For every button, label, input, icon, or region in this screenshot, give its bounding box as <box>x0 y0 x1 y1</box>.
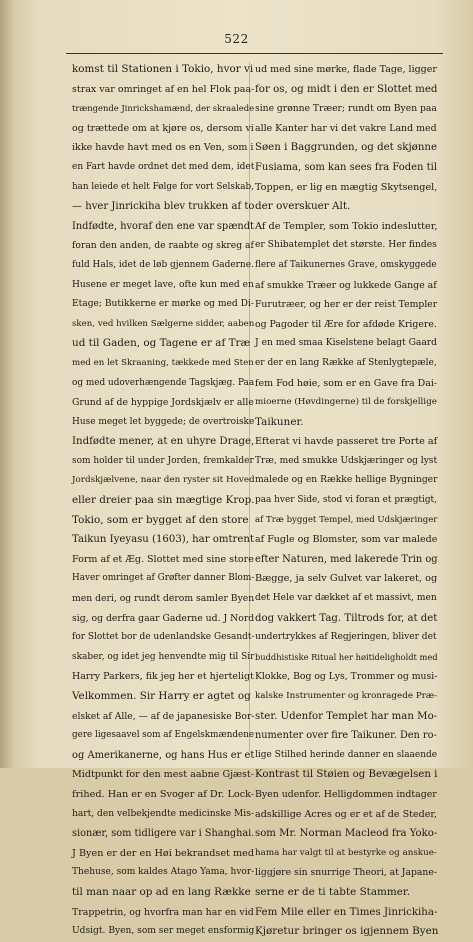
text-line: adskillige Acres og er et af de Steder, <box>255 808 437 820</box>
text-line: eller dreier paa sin mægtige Krop. <box>72 494 255 507</box>
text-line: Grund af de hyppige Jordskjælv er alle <box>72 397 254 409</box>
text-line: Huse meget let byggede; de overtroiske <box>72 416 255 427</box>
text-line: sionær, som tidligere var i Shanghai. <box>72 828 255 840</box>
text-line: Kontrast til Støien og Bevægelsen i <box>255 769 438 781</box>
text-line: efter Naturen, med lakerede Trin og <box>255 553 438 565</box>
text-line: skaber, og idet jeg henvendte mig til Sir <box>72 651 255 662</box>
text-line: Taikun Iyeyasu (1603), har omtrent <box>72 534 254 546</box>
text-line: undertrykkes af Regjeringen, bliver det <box>255 632 437 643</box>
text-line: det Hele var dækket af et massivt, men <box>255 593 437 604</box>
text-line: Midtpunkt for den mest aabne Gjæst- <box>72 769 254 781</box>
text-line: og Amerikanerne, og hans Hus er et <box>72 749 255 761</box>
text-line: hama har valgt til at bestyrke og anskue- <box>255 847 437 858</box>
text-line: Toppen, er lig en mægtig Skytsengel, <box>255 181 438 193</box>
text-line: kalske Instrumenter og kronragede Præ- <box>255 691 438 701</box>
text-line: ud til Gaden, og Tagene er af Træ <box>72 337 251 350</box>
text-line: der overskuer Alt. <box>255 200 351 213</box>
text-line: og trættede om at kjøre os, dersom vi <box>72 122 254 134</box>
page-number: 522 <box>224 32 249 46</box>
text-line: foran den anden, de raabte og skreg af <box>72 240 254 252</box>
text-line: Byen udenfor. Helligdommen indtager <box>255 788 437 800</box>
text-line: frihed. Han er en Svoger af Dr. Lock- <box>72 788 255 800</box>
text-line: Klokke, Bog og Lys, Trommer og musi- <box>255 671 438 683</box>
text-line: som holder til under Jorden, fremkalder <box>72 455 254 466</box>
text-line: Fusiama, som kan sees fra Foden til <box>255 161 438 173</box>
text-line: paa hver Side, stod vi foran et prægtigt, <box>255 495 437 506</box>
text-line: malede og en Række hellige Bygninger <box>255 475 438 486</box>
text-line: buddhistiske Ritual her høitideligholdt med <box>255 651 438 662</box>
text-line: Form af et Æg. Slottet med sine store <box>72 553 254 565</box>
text-line: af Fugle og Blomster, som var malede <box>255 534 438 546</box>
text-line: Tokio, som er bygget af den store <box>72 513 249 526</box>
text-line: han leiede et helt Følge for vort Selskab, <box>72 181 254 192</box>
text-line: Indfødte mener, at en uhyre Drage, <box>72 436 255 448</box>
text-line: Furutræer, og her er der reist Templer <box>255 299 438 311</box>
text-line: for os, og midt i den er Slottet med <box>255 82 438 95</box>
text-line: J Byen er der en Høi bekrandset med <box>72 847 255 859</box>
text-line: alle Kanter har vi det vakre Land med <box>255 122 437 134</box>
text-line: Thehuse, som kaldes Atago Yama, hvor- <box>72 867 255 878</box>
text-line: en Fart havde ordnet det med dem, idet <box>72 161 255 172</box>
text-line: Træ, med smukke Udskjæringer og lyst <box>255 455 438 466</box>
text-line: J en med smaa Kiselstene belagt Gaard <box>255 338 438 349</box>
text-line: er der en lang Række af Stenlygtepæle, <box>255 357 437 368</box>
header-rule <box>66 53 443 54</box>
left-column <box>72 60 256 942</box>
text-line: Udsigt. Byen, som ser meget ensformig <box>72 926 255 937</box>
text-line: Indfødte, hvoraf den ene var spændt <box>72 220 254 232</box>
text-line: Efterat vi havde passeret tre Porte af <box>255 436 438 448</box>
page-binding-shadow <box>0 0 14 768</box>
text-line: fem Fod høie, som er en Gave fra Dai- <box>255 377 438 389</box>
text-line: hart, den velbekjendte medicinske Mis- <box>72 808 254 819</box>
text-line: flere af Taikunernes Grave, omskyggede <box>255 259 437 270</box>
text-line: Af de Templer, som Tokio indeslutter, <box>255 220 438 232</box>
text-line: liggjøre sin snurrige Theori, at Japane- <box>255 867 437 879</box>
text-line: serne er de ti tabte Stammer. <box>255 885 411 898</box>
text-line: ud med sine mørke, flade Tage, ligger <box>255 64 437 75</box>
text-line: Velkommen. Sir Harry er agtet og <box>72 690 251 702</box>
text-line: af Træ bygget Tempel, med Udskjæringer <box>255 514 438 525</box>
text-line: komst til Stationen i Tokio, hvor vi <box>72 63 254 75</box>
text-line: til man naar op ad en lang Række <box>72 885 251 898</box>
text-line: ikke havde havt med os en Ven, som i <box>72 142 254 154</box>
text-line: Trappetrin, og hvorfra man har en vid <box>72 906 254 918</box>
text-line: — hver Jinrickiha blev trukken af to <box>72 201 255 213</box>
text-line: Kjøretur bringer os igjennem Byen <box>255 925 439 938</box>
right-column <box>255 60 439 942</box>
text-line: men deri, og rundt derom samler Byen <box>72 593 255 605</box>
text-line: Taikuner. <box>255 415 304 428</box>
text-line: Harry Parkers, fik jeg her et hjerteligt <box>72 671 254 683</box>
text-line: som Mr. Norman Macleod fra Yoko- <box>255 828 438 840</box>
text-line: sken, ved hvilken Sælgerne sidder, aaben <box>72 318 255 329</box>
text-line: dog vakkert Tag. Tiltrods for, at det <box>255 612 438 624</box>
text-line: og med udoverhængende Tagskjæg. Paa <box>72 377 255 388</box>
text-line: Husene er meget lave, ofte kun med en <box>72 279 254 290</box>
text-line: mioerne (Høvdingerne) til de forskjellige <box>255 397 437 408</box>
text-line: sine grønne Træer; rundt om Byen paa <box>255 103 437 115</box>
text-line: elsket af Alle, — af de japanesiske Bor- <box>72 710 255 722</box>
text-line: med en let Skraaning, tækkede med Sten <box>72 357 254 368</box>
text-line: Etage; Butikkerne er mørke og med Di- <box>72 299 254 310</box>
text-line: sig, og derfra gaar Gaderne ud. J Nord <box>72 612 255 624</box>
text-line: numenter over fire Taikuner. Den ro- <box>255 730 437 742</box>
text-line: strax var omringet af en hel Flok paa- <box>72 83 255 95</box>
text-line: Jordskjælvene, naar den ryster sit Hoved <box>72 475 255 486</box>
text-line: Søen i Baggrunden, og det skjønne <box>255 141 438 154</box>
text-line: gere ligesaavel som af Engelskmændene <box>72 730 255 741</box>
text-line: lige Stilhed herinde danner en slaaende <box>255 749 438 760</box>
text-line: Haver omringet af Grøfter danner Blom- <box>72 573 255 584</box>
text-line: Fem Mile eller en Times Jinrickiha- <box>255 905 438 918</box>
text-line: trængende Jinrickshamænd, der skraalede <box>72 103 255 114</box>
text-line: Bægge, ja selv Gulvet var lakeret, og <box>255 573 438 585</box>
text-line: ster. Udenfor Templet har man Mo- <box>255 710 438 722</box>
text-line: for Slottet bor de udenlandske Gesandt- <box>72 632 255 643</box>
text-line: af smukke Træer og lukkede Gange af <box>255 279 437 291</box>
text-line: er Shibatemplet det største. Her findes <box>255 240 437 251</box>
text-line: og Pagoder til Ære for afdøde Krigere. <box>255 318 437 330</box>
text-line: fuld Hals, idet de løb gjennem Gaderne. <box>72 259 254 270</box>
